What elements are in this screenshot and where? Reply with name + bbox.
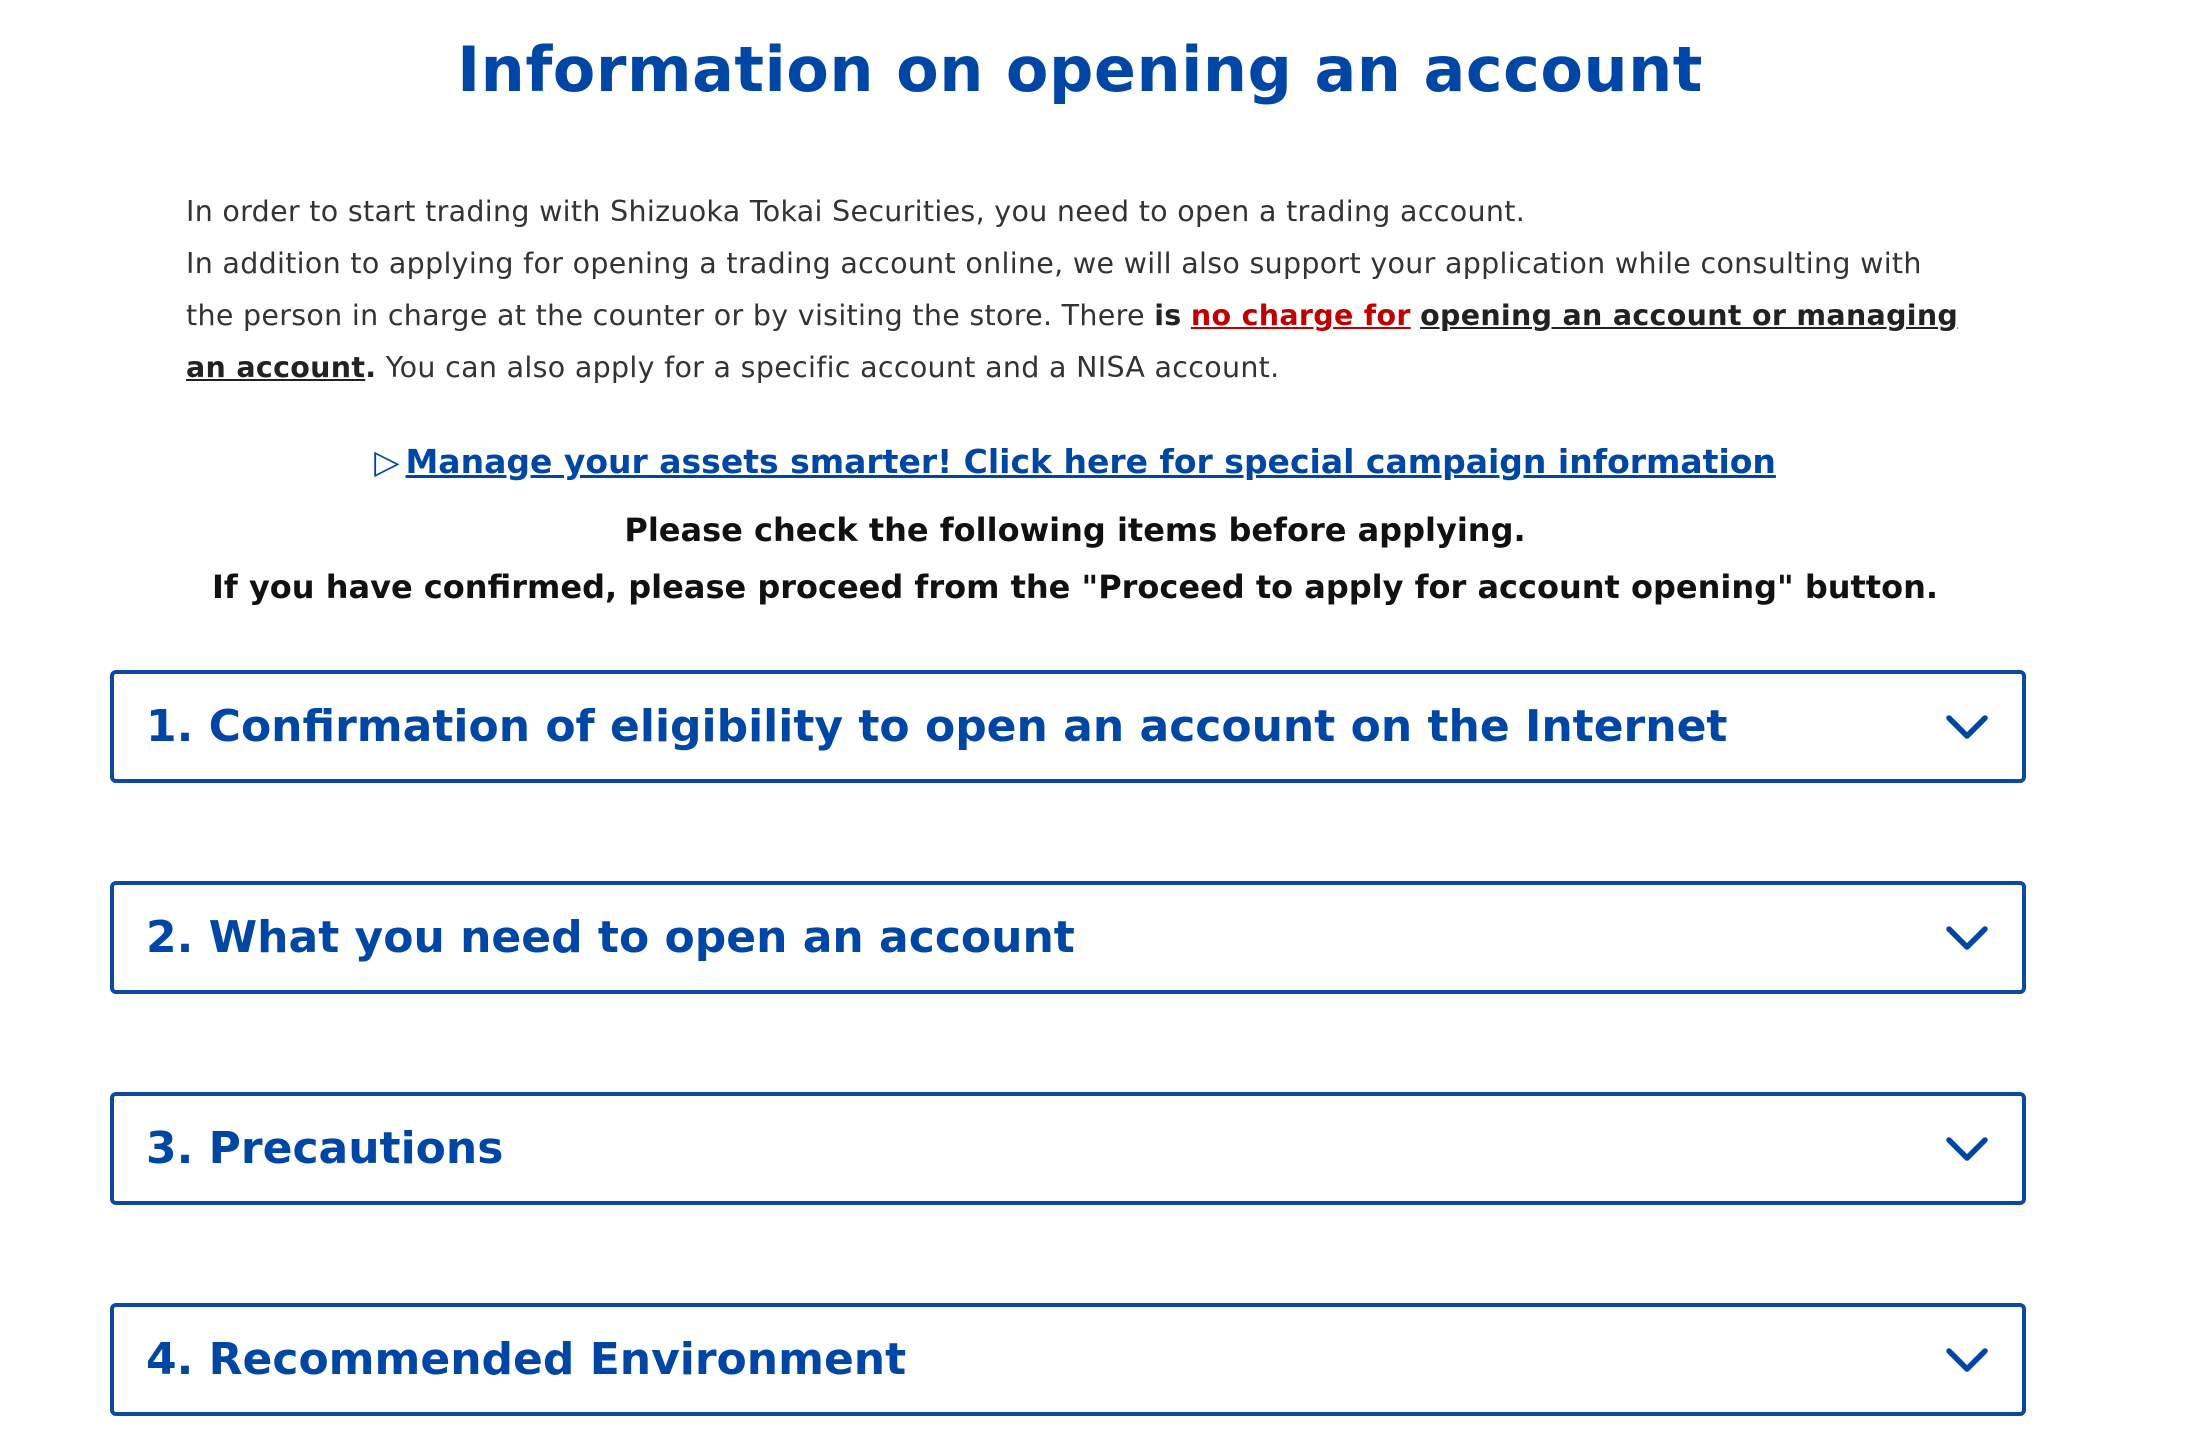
- chevron-down-icon: [1942, 1335, 1992, 1385]
- intro-period: .: [365, 351, 377, 384]
- accordion-what-you-need-label: 2. What you need to open an account: [146, 911, 1075, 963]
- no-charge-emphasis: no charge for: [1190, 299, 1411, 332]
- page-title: Information on opening an account: [457, 33, 1703, 106]
- intro-line-2-start: In addition to applying for opening a trading account online, we will also support your application while consulting with the person in charge at the counter or by visiting the store. There: [186, 247, 1922, 332]
- accordion-precautions-label: 3. Precautions: [146, 1122, 504, 1174]
- chevron-down-icon: [1942, 913, 1992, 963]
- account-management-emphasis: opening an account or managing an account: [186, 299, 1959, 384]
- check-notice-line-1: Please check the following items before applying.: [624, 511, 1526, 549]
- intro-paragraph: [186, 186, 1976, 394]
- accordion-precautions[interactable]: [110, 1092, 2026, 1205]
- intro-line-1: In order to start trading with Shizuoka Tokai Securities, you need to open a trading account.: [186, 195, 1526, 228]
- accordion-eligibility[interactable]: [110, 670, 2026, 783]
- campaign-link-label[interactable]: Manage your assets smarter! Click here for special campaign information: [405, 442, 1776, 481]
- accordion-recommended-environment[interactable]: [110, 1303, 2026, 1416]
- intro-bold-is: is: [1154, 299, 1182, 332]
- accordion-what-you-need[interactable]: [110, 881, 2026, 994]
- check-notice-line-2: If you have confirmed, please proceed from the "Proceed to apply for account opening" button.: [211, 568, 1939, 606]
- chevron-down-icon: [1942, 1124, 1992, 1174]
- campaign-info-link[interactable]: [0, 432, 2150, 492]
- intro-line-2-end: You can also apply for a specific account and a NISA account.: [376, 351, 1280, 384]
- chevron-down-icon: [1942, 702, 1992, 752]
- play-triangle-icon: ▷: [374, 442, 400, 481]
- accordion-eligibility-label: 1. Confirmation of eligibility to open an account on the Internet: [146, 700, 1728, 752]
- accordion-recommended-environment-label: 4. Recommended Environment: [146, 1333, 907, 1385]
